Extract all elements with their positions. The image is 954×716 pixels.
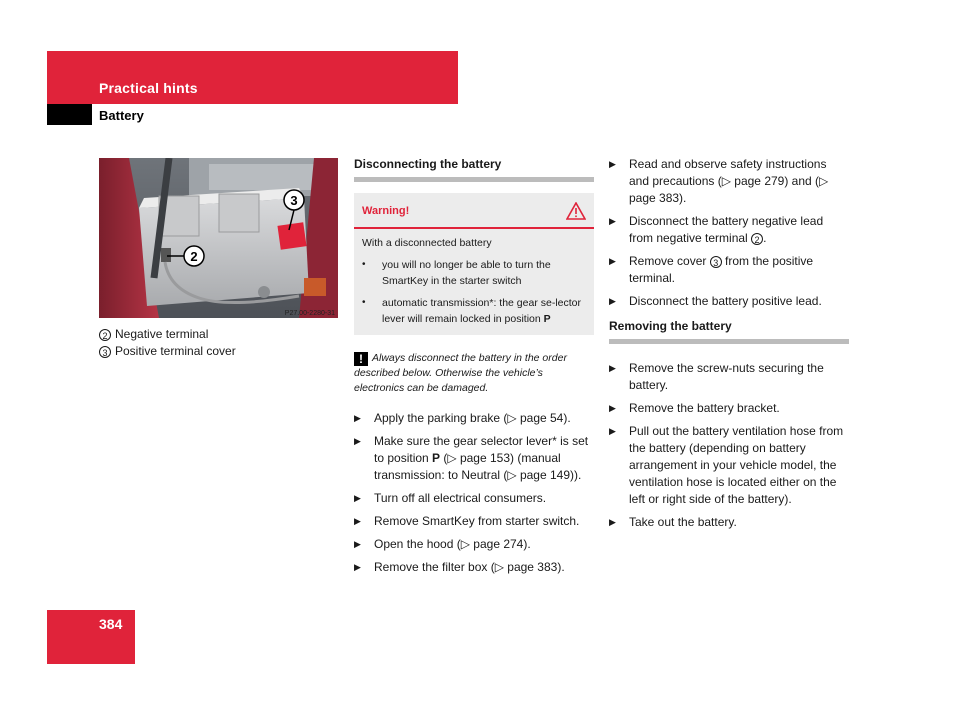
step-text: Make sure the gear selector lever* is set to position <box>374 434 589 465</box>
step-item <box>354 513 594 530</box>
arrow-right-icon: ▶ <box>609 517 616 527</box>
arrow-right-icon: ▶ <box>609 256 616 266</box>
caption-row <box>99 326 236 343</box>
arrow-right-icon: ▶ <box>609 403 616 413</box>
step-item <box>609 514 849 531</box>
cover-number: 3 <box>710 256 722 268</box>
arrow-right-icon: ▶ <box>354 436 361 446</box>
step-text: Pull out the battery ventilation hose from the battery (depending on battery arrangement in your vehicle model, the ventilation hose is located either on the left or right side of the battery). <box>629 424 844 506</box>
warning-bullet-text: automatic transmission*: the gear se-lector lever will remain locked in position <box>382 297 582 325</box>
bullet-icon: • <box>362 297 366 308</box>
step-item <box>609 253 849 287</box>
arrow-right-icon: ▶ <box>609 296 616 306</box>
step-item <box>609 423 849 508</box>
step-item <box>354 490 594 507</box>
warning-header <box>354 193 594 229</box>
step-item <box>609 400 849 417</box>
photo-captions <box>99 326 236 360</box>
arrow-right-icon: ▶ <box>354 539 361 549</box>
section-header-band <box>47 51 458 104</box>
caption-text: Negative terminal <box>115 327 209 341</box>
subsection-title: Battery <box>99 108 144 123</box>
step-item <box>609 293 849 310</box>
callout-2: 2 <box>190 249 198 264</box>
step-item: ▶ Disconnect the battery negative lead from negative terminal 2 . <box>609 214 824 245</box>
arrow-right-icon: ▶ <box>609 216 616 226</box>
caution-note <box>354 351 594 396</box>
warning-bullet <box>362 295 586 327</box>
removal-column <box>609 156 849 537</box>
step-text: Open the hood (▷ page 274). <box>374 537 531 551</box>
step-item <box>354 410 594 427</box>
warning-box <box>354 193 594 335</box>
page-number-box <box>47 610 135 664</box>
step-text: Disconnect the battery negative lead from negative terminal <box>629 214 824 245</box>
step-text: Remove cover <box>629 254 707 268</box>
warning-intro: With a disconnected battery <box>362 237 492 249</box>
step-item <box>609 156 849 207</box>
step-text-continued: from the positive terminal. <box>629 254 814 285</box>
caption-row <box>99 343 236 360</box>
warning-bullet <box>362 257 586 289</box>
step-text-continued: (▷ page 153) (manual transmission: to Neutral (▷ page 149)). <box>374 451 582 482</box>
removing-heading: Removing the battery <box>609 318 849 344</box>
callout-3: 3 <box>290 193 298 208</box>
removing-steps <box>609 360 849 531</box>
position-letter: P <box>432 451 441 465</box>
arrow-right-icon: ▶ <box>354 562 361 572</box>
warning-triangle-icon <box>566 202 586 220</box>
arrow-right-icon: ▶ <box>354 493 361 503</box>
arrow-right-icon: ▶ <box>609 426 616 436</box>
arrow-right-icon: ▶ <box>354 413 361 423</box>
step-text: Remove the screw-nuts securing the battery. <box>629 361 824 392</box>
step-text: Read and observe safety instructions and precautions (▷ page 279) and (▷ page 383). <box>629 157 829 205</box>
arrow-right-icon: ▶ <box>354 516 361 526</box>
arrow-right-icon: ▶ <box>609 159 616 169</box>
disconnect-steps-continued <box>609 156 849 310</box>
step-text: Take out the battery. <box>629 515 737 529</box>
warning-title: Warning! <box>362 204 410 217</box>
warning-bullet-text: you will no longer be able to turn the SmartKey in the starter switch <box>382 259 551 287</box>
section-title: Practical hints <box>99 80 198 96</box>
disconnect-heading: Disconnecting the battery <box>354 156 594 182</box>
step-item <box>609 360 849 394</box>
step-text: Turn off all electrical consumers. <box>374 491 547 505</box>
caption-text: Positive terminal cover <box>115 344 236 358</box>
step-item <box>354 536 594 553</box>
exclamation-icon: ! <box>354 352 368 366</box>
battery-photo <box>99 158 338 318</box>
step-item <box>354 433 594 484</box>
photo-code: P27.00-2280-31 <box>284 310 335 317</box>
disconnect-column <box>354 156 594 582</box>
note-text: Always disconnect the battery in the order described below. Otherwise the vehicle’s electronics can be damaged. <box>354 352 567 394</box>
caption-number: 3 <box>99 346 111 358</box>
step-text: Apply the parking brake (▷ page 54). <box>374 411 571 425</box>
page-number: 384 <box>99 616 123 632</box>
engine-bay-illustration <box>99 158 338 318</box>
warning-body <box>354 229 594 335</box>
position-letter: P <box>543 313 551 325</box>
step-text: Remove the filter box (▷ page 383). <box>374 560 565 574</box>
bullet-icon: • <box>362 259 366 270</box>
step-text: Remove the battery bracket. <box>629 401 780 415</box>
subsection-marker <box>47 104 92 125</box>
caption-number: 2 <box>99 329 111 341</box>
terminal-number: 2 <box>751 233 763 245</box>
step-item <box>354 559 594 576</box>
step-text: Remove SmartKey from starter switch. <box>374 514 580 528</box>
arrow-right-icon: ▶ <box>609 363 616 373</box>
disconnect-steps <box>354 410 594 576</box>
step-text: Disconnect the battery positive lead. <box>629 294 822 308</box>
